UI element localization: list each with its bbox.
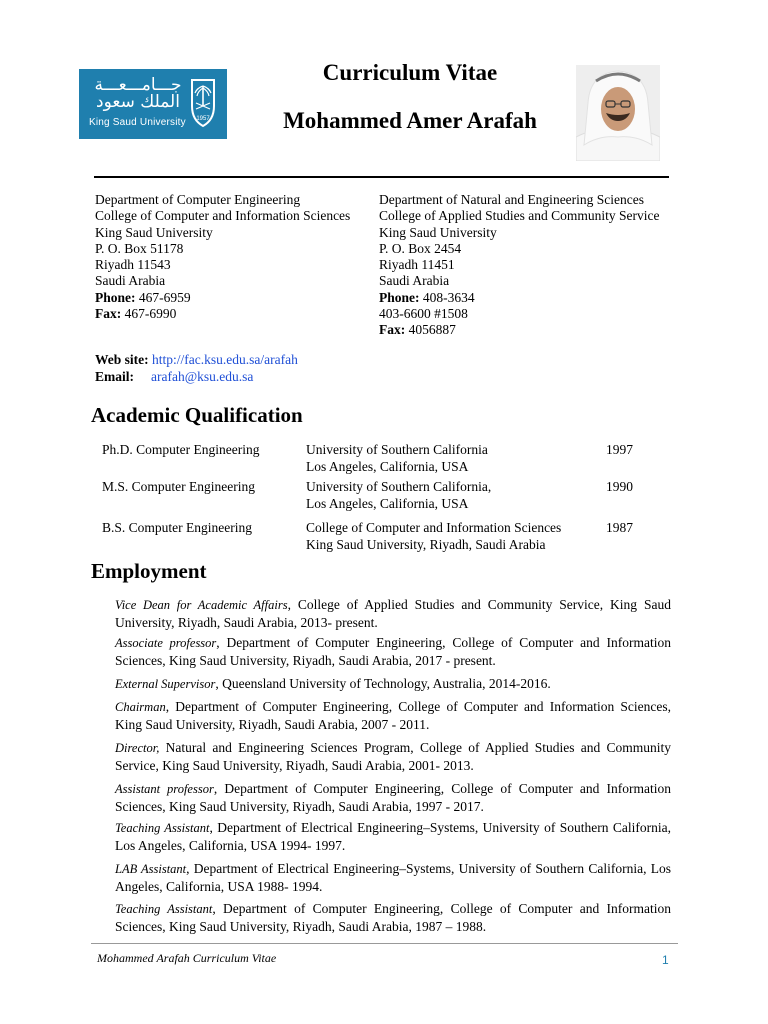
employment-entry: Director, Natural and Engineering Sciences Program, College of Applied Studies and Community Service, King Saud University, Riyadh, Saudi Arabia, 2001- 2013.	[115, 740, 671, 773]
address-left	[95, 192, 350, 322]
person-name: Mohammed Amer Arafah	[283, 108, 537, 133]
address-line: Riyadh 11451	[379, 257, 455, 273]
degree-year: 1990	[606, 479, 633, 494]
degree-year: 1997	[606, 442, 633, 457]
fax-line: Fax: 4056887	[379, 322, 456, 338]
ksu-logo	[79, 69, 227, 139]
employment-entry: Assistant professor, Department of Computer Engineering, College of Computer and Information Sciences, King Saud University, Riyadh, Saudi Arabia, 1997 - 2017.	[115, 781, 671, 814]
footer-text: Mohammed Arafah Curriculum Vitae	[97, 951, 277, 965]
degree-label: B.S. Computer Engineering	[102, 520, 252, 535]
address-line: College of Applied Studies and Community Service	[379, 208, 660, 224]
address-line: Department of Computer Engineering	[95, 192, 301, 207]
phone-line: Phone: 467-6959	[95, 289, 191, 305]
header-divider	[94, 176, 669, 178]
contact-block: Web site: http://fac.ksu.edu.sa/arafah Email: arafah@ksu.edu.sa	[95, 352, 298, 384]
employment-entry: Associate professor, Department of Computer Engineering, College of Computer and Information Sciences, King Saud University, Riyadh, Saudi Arabia, 2017 - present.	[115, 635, 671, 668]
page-number: 1	[662, 953, 669, 967]
employment-entry: External Supervisor, Queensland University of Technology, Australia, 2014-2016.	[115, 676, 551, 691]
website-link[interactable]: http://fac.ksu.edu.sa/arafah	[152, 352, 298, 367]
degree-year: 1987	[606, 520, 633, 535]
institution: University of Southern California, Los Angeles, California, USA	[306, 479, 492, 511]
employment-entry: Teaching Assistant, Department of Electrical Engineering–Systems, University of Southern California, Los Angeles, California, USA 1994- 1997.	[115, 820, 672, 853]
address-line: Riyadh 11543	[95, 257, 171, 273]
address-line: P. O. Box 51178	[95, 240, 184, 256]
phone-line-2: 403-6600 #1508	[379, 306, 468, 322]
page-title: Curriculum Vitae	[322, 60, 498, 85]
address-line: Saudi Arabia	[95, 273, 166, 289]
address-line: College of Computer and Information Sciences	[95, 208, 351, 224]
logo-english-text: King Saud University	[89, 117, 186, 128]
address-right	[379, 192, 659, 339]
portrait-photo	[576, 65, 660, 161]
address-line: P. O. Box 2454	[379, 240, 462, 256]
degree-label: Ph.D. Computer Engineering	[102, 442, 260, 457]
institution: College of Computer and Information Sciences King Saud University, Riyadh, Saudi Arabia	[306, 520, 562, 552]
address-line: King Saud University	[95, 224, 213, 240]
footer-divider	[91, 943, 678, 944]
address-line: Department of Natural and Engineering Sciences	[379, 192, 645, 207]
address-line: Saudi Arabia	[379, 273, 450, 289]
section-heading-qualifications: Academic Qualification	[91, 403, 303, 427]
address-line: King Saud University	[379, 224, 497, 240]
phone-line: Phone: 408-3634	[379, 289, 475, 305]
ksu-emblem-icon	[189, 76, 217, 128]
section-heading-employment: Employment	[91, 559, 207, 583]
fax-line: Fax: 467-6990	[95, 306, 177, 322]
degree-label: M.S. Computer Engineering	[102, 479, 255, 494]
employment-entry: Teaching Assistant, Department of Computer Engineering, College of Computer and Information Sciences, King Saud University, Riyadh, Saudi Arabia, 1987 – 1988.	[115, 901, 671, 934]
employment-entry: Chairman, Department of Computer Engineering, College of Computer and Information Sciences, King Saud University, Riyadh, Saudi Arabia, 2007 - 2011.	[115, 699, 671, 732]
logo-arabic-text: جـــامـــعـــة الملك سعود	[94, 75, 182, 112]
employment-entry: Vice Dean for Academic Affairs, College of Applied Studies and Community Service, King Saud University, Riyadh, Saudi Arabia, 2013- present.	[115, 597, 671, 630]
svg-text:1957: 1957	[196, 116, 210, 122]
email-link[interactable]: arafah@ksu.edu.sa	[151, 369, 254, 384]
institution: University of Southern California Los Angeles, California, USA	[306, 442, 488, 474]
employment-entry: LAB Assistant, Department of Electrical Engineering–Systems, University of Southern California, Los Angeles, California, USA 1988- 1994.	[115, 861, 671, 894]
